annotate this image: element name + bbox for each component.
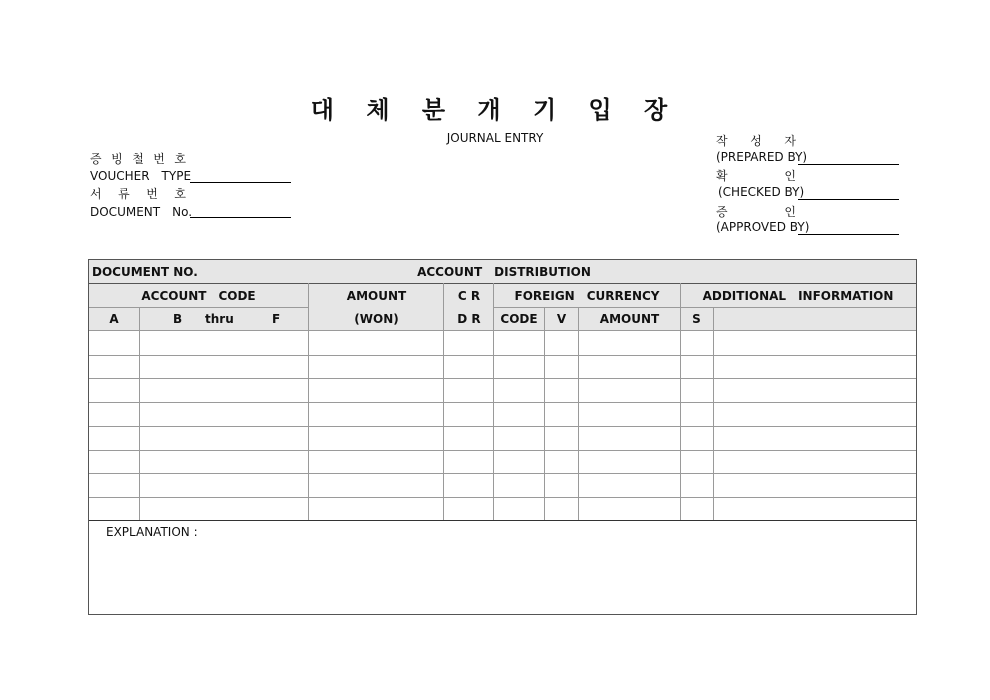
- voucher-type-field[interactable]: [190, 182, 291, 183]
- voucher-type-label-kr: 증 빙 철 번 호: [90, 152, 186, 166]
- table-row[interactable]: [89, 331, 916, 355]
- prepared-by-label-kr: 작 성 자: [716, 134, 796, 148]
- divider: [89, 307, 308, 308]
- account-distribution-header: ACCOUNT DISTRIBUTION: [417, 265, 591, 279]
- approved-by-field[interactable]: [798, 234, 899, 235]
- prepared-by-field[interactable]: [798, 164, 899, 165]
- checked-by-label-kr: 확 인: [716, 169, 796, 183]
- prepared-by-label-en: (PREPARED BY): [716, 150, 808, 164]
- table-row[interactable]: [89, 378, 916, 402]
- divider: [578, 307, 579, 520]
- divider: [443, 283, 444, 520]
- amount-header: AMOUNT: [346, 288, 407, 303]
- col-a-header: A: [109, 312, 119, 326]
- table-row[interactable]: [89, 473, 916, 497]
- checked-by-field[interactable]: [798, 199, 899, 200]
- divider: [308, 283, 309, 520]
- divider: [494, 307, 916, 308]
- col-v-header: V: [556, 312, 567, 326]
- divider: [89, 520, 916, 521]
- col-thru-label: thru: [205, 312, 234, 326]
- table-row[interactable]: [89, 426, 916, 450]
- cr-header: C R: [457, 288, 481, 303]
- additional-information-header: ADDITIONAL INFORMATION: [702, 289, 894, 303]
- won-header: (WON): [354, 311, 399, 326]
- divider: [544, 307, 545, 520]
- form-subtitle: JOURNAL ENTRY: [446, 131, 544, 145]
- divider: [493, 283, 494, 520]
- account-code-header: ACCOUNT CODE: [141, 289, 256, 303]
- account-distribution-table: [88, 259, 917, 615]
- approved-by-label-en: (APPROVED BY): [716, 220, 810, 234]
- divider: [139, 307, 140, 520]
- document-no-field[interactable]: [190, 217, 291, 218]
- explanation-field[interactable]: [89, 522, 916, 614]
- approved-by-label-kr: 증 인: [716, 205, 796, 219]
- table-row[interactable]: [89, 497, 916, 521]
- document-no-header: DOCUMENT NO.: [92, 264, 198, 279]
- form-title: 대 체 분 개 기 입 장: [310, 96, 680, 124]
- voucher-type-label-en: VOUCHER TYPE: [90, 169, 192, 183]
- col-s-header: S: [692, 312, 701, 326]
- divider: [713, 307, 714, 520]
- foreign-currency-header: FOREIGN CURRENCY: [514, 289, 660, 303]
- col-amount-header: AMOUNT: [599, 312, 660, 326]
- checked-by-label-en: (CHECKED BY): [718, 185, 805, 199]
- col-f-label: F: [272, 312, 281, 326]
- divider: [680, 283, 681, 520]
- dr-header: D R: [457, 311, 481, 326]
- document-no-label-en: DOCUMENT No.: [90, 205, 193, 219]
- explanation-label: EXPLANATION :: [106, 525, 198, 539]
- col-b-thru-f-header: [139, 307, 308, 331]
- col-b-label: B: [173, 312, 183, 326]
- table-row[interactable]: [89, 402, 916, 426]
- table-row[interactable]: [89, 355, 916, 379]
- col-code-header: CODE: [500, 312, 538, 326]
- document-no-label-kr: 서 류 번 호: [90, 187, 186, 201]
- table-row[interactable]: [89, 450, 916, 474]
